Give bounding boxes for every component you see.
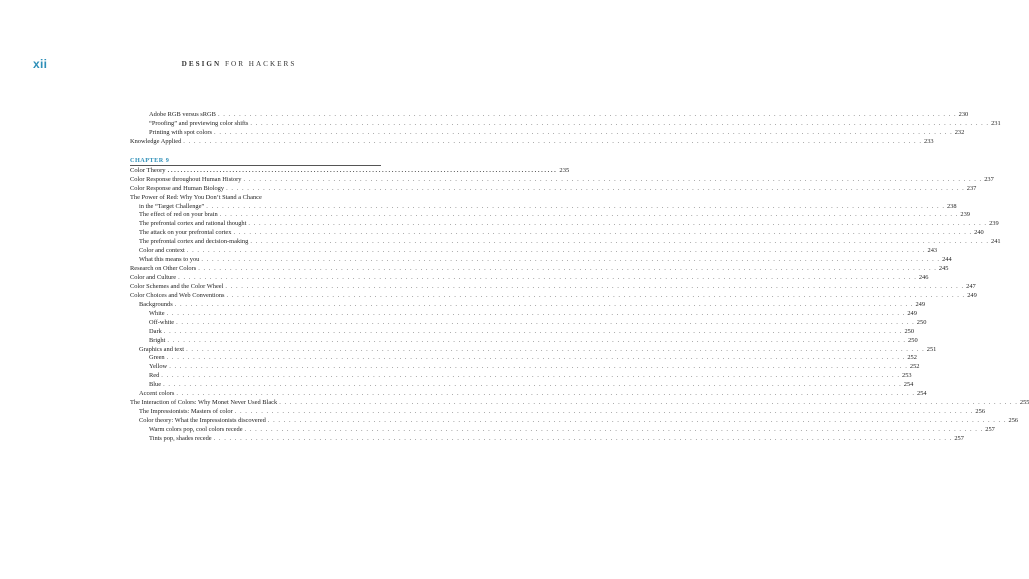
toc-entry[interactable] — [130, 372, 912, 381]
toc-entry[interactable] — [130, 175, 994, 185]
dot-leader: . . . . . . . . . . . . . . . . . . . . . . . . . . . . . . . . . . . . . . . . . . . . . . . . . . . . . . . . . . . . . . . . . . . . . . . . . . . . . . . . . . . . . . . . . . . . . . . . . . . . . . . . . . . . . . . . . . . . . . . . . . . . . . . . . . . . . . . . . . . . — [233, 229, 973, 237]
toc-entry-title: Off-white — [149, 318, 175, 326]
dot-leader: . . . . . . . . . . . . . . . . . . . . . . . . . . . . . . . . . . . . . . . . . . . . . . . . . . . . . . . . . . . . . . . . . . . . . . . . . . . . . . . . . . . . . . . . . . . . . . . . . . . . . . . . . . . . . . . . . . . . . . . . . . . . . . . . . . . . . . . . . . . . — [176, 390, 916, 398]
toc-entry-page: 235 — [559, 166, 570, 174]
toc-entry[interactable] — [130, 274, 929, 283]
toc-entry-title: The Power of Red: Why You Don’t Stand a Chance — [130, 193, 262, 201]
toc-entry-page: 256 — [1008, 417, 1019, 424]
toc-entry-title: Color Response throughout Human History — [130, 175, 242, 183]
dot-leader: . . . . . . . . . . . . . . . . . . . . . . . . . . . . . . . . . . . . . . . . . . . . . . . . . . . . . . . . . . . . . . . . . . . . . . . . . . . . . . . . . . . . . . . . . . . . . . . . . . . . . . . . . . . . . . . . . . . . . . . . . . . . . . . . . . . . . . . . . . . . — [206, 202, 945, 210]
toc-entry-title: What this means to you — [139, 256, 200, 264]
running-head-subtitle: FOR HACKERS — [221, 60, 297, 68]
dot-leader: ........................................................................................................................ — [167, 166, 558, 174]
toc-entry-page: 237 — [966, 184, 977, 192]
running-head — [0, 60, 478, 68]
toc-entry[interactable] — [130, 381, 914, 390]
table-of-contents — [130, 111, 1029, 444]
dot-leader: . . . . . . . . . . . . . . . . . . . . . . . . . . . . . . . . . . . . . . . . . . . . . . . . . . . . . . . . . . . . . . . . . . . . . . . . . . . . . . . . . . . . . . . . . . . . . . . . . . . . . . . . . . . . . . . . . . . . . . . . . . . . . . . . . . . . . . . . . . . . — [161, 372, 900, 380]
toc-entry[interactable] — [130, 238, 1001, 247]
dot-leader: . . . . . . . . . . . . . . . . . . . . . . . . . . . . . . . . . . . . . . . . . . . . . . . . . . . . . . . . . . . . . . . . . . . . . . . . . . . . . . . . . . . . . . . . . . . . . . . . . . . . . . . . . . . . . . . . . . . . . . . . . . . . . . . . . . . . . . . . . . . . — [225, 282, 965, 290]
toc-entry[interactable] — [130, 247, 938, 256]
toc-entry-title: Tints pop, shades recede — [149, 434, 212, 442]
toc-entry[interactable] — [130, 363, 920, 372]
dot-leader: . . . . . . . . . . . . . . . . . . . . . . . . . . . . . . . . . . . . . . . . . . . . . . . . . . . . . . . . . . . . . . . . . . . . . . . . . . . . . . . . . . . . . . . . . . . . . . . . . . . . . . . . . . . . . . . . . . . . . . . . . . . . . . . . . . . . . . . . . . . . — [279, 399, 1018, 407]
toc-entry[interactable] — [130, 336, 918, 346]
toc-entry-page: 232 — [954, 128, 965, 136]
toc-entry-title: Color theory: What the Impressionists discovered — [139, 417, 266, 424]
toc-entry-page: 257 — [985, 425, 995, 433]
toc-entry-title: Color and Culture — [130, 274, 177, 281]
dot-leader: . . . . . . . . . . . . . . . . . . . . . . . . . . . . . . . . . . . . . . . . . . . . . . . . . . . . . . . . . . . . . . . . . . . . . . . . . . . . . . . . . . . . . . . . . . . . . . . . . . . . . . . . . . . . . . . . . . . . . . . . . . . . . . . . . . . . . . . . . . . . — [167, 336, 907, 344]
dot-leader: . . . . . . . . . . . . . . . . . . . . . . . . . . . . . . . . . . . . . . . . . . . . . . . . . . . . . . . . . . . . . . . . . . . . . . . . . . . . . . . . . . . . . . . . . . . . . . . . . . . . . . . . . . . . . . . . . . . . . . . . . . . . . . . . . . . . . . . . . . . . — [248, 220, 988, 228]
toc-entry-page: 250 — [908, 336, 918, 344]
toc-entry-page: 243 — [927, 247, 938, 255]
toc-entry-page: 241 — [991, 238, 1001, 246]
dot-leader: . . . . . . . . . . . . . . . . . . . . . . . . . . . . . . . . . . . . . . . . . . . . . . . . . . . . . . . . . . . . . . . . . . . . . . . . . . . . . . . . . . . . . . . . . . . . . . . . . . . . . . . . . . . . . . . . . . . . . . . . . . . . . . . . . . . . . . . . . . . . — [250, 119, 990, 127]
toc-entry-page: 249 — [907, 309, 917, 317]
toc-entry[interactable] — [130, 282, 976, 292]
toc-entry-title: Bright — [149, 336, 166, 344]
toc-entry-title: Knowledge Applied — [130, 137, 182, 145]
toc-entry[interactable] — [130, 229, 984, 238]
toc-entry[interactable] — [130, 434, 964, 444]
toc-entry-page: 254 — [903, 381, 914, 389]
toc-entry-title: The prefrontal cortex and rational thought — [139, 220, 247, 228]
dot-leader: . . . . . . . . . . . . . . . . . . . . . . . . . . . . . . . . . . . . . . . . . . . . . . . . . . . . . . . . . . . . . . . . . . . . . . . . . . . . . . . . . . . . . . . . . . . . . . . . . . . . . . . . . . . . . . . . . . . . . . . . . . . . . . . . . . . . . . . . . . . . — [166, 354, 906, 362]
toc-entry-title: Color Schemes and the Color Wheel — [130, 282, 224, 290]
toc-entry-page: 239 — [989, 220, 999, 228]
toc-entry-page: 252 — [909, 363, 920, 371]
dot-leader: . . . . . . . . . . . . . . . . . . . . . . . . . . . . . . . . . . . . . . . . . . . . . . . . . . . . . . . . . . . . . . . . . . . . . . . . . . . . . . . . . . . . . . . . . . . . . . . . . . . . . . . . . . . . . . . . . . . . . . . . . . . . . . . . . . . . . . . . . . . . — [178, 274, 917, 281]
toc-entry-title: Dark — [149, 327, 162, 335]
dot-leader: . . . . . . . . . . . . . . . . . . . . . . . . . . . . . . . . . . . . . . . . . . . . . . . . . . . . . . . . . . . . . . . . . . . . . . . . . . . . . . . . . . . . . . . . . . . . . . . . . . . . . . . . . . . . . . . . . . . . . . . . . . . . . . . . . . . . . . . . . . . . — [250, 238, 990, 246]
running-head-title: DESIGN — [181, 60, 222, 68]
toc-entry[interactable] — [130, 128, 965, 138]
dot-leader: . . . . . . . . . . . . . . . . . . . . . . . . . . . . . . . . . . . . . . . . . . . . . . . . . . . . . . . . . . . . . . . . . . . . . . . . . . . . . . . . . . . . . . . . . . . . . . . . . . . . . . . . . . . . . . . . . . . . . . . . . . . . . . . . . . . . . . . . . . . . — [169, 363, 908, 371]
toc-entry-page: 244 — [942, 256, 952, 264]
toc-entry-page: 256 — [975, 408, 986, 416]
toc-entry-title: Green — [149, 354, 165, 362]
toc-entry[interactable] — [130, 399, 1029, 408]
dot-leader: . . . . . . . . . . . . . . . . . . . . . . . . . . . . . . . . . . . . . . . . . . . . . . . . . . . . . . . . . . . . . . . . . . . . . . . . . . . . . . . . . . . . . . . . . . . . . . . . . . . . . . . . . . . . . . . . . . . . . . . . . . . . . . . . . . . . . . . . . . . . — [166, 309, 906, 317]
toc-entry-title: Yellow — [149, 363, 168, 371]
toc-entry[interactable] — [130, 256, 952, 265]
dot-leader: . . . . . . . . . . . . . . . . . . . . . . . . . . . . . . . . . . . . . . . . . . . . . . . . . . . . . . . . . . . . . . . . . . . . . . . . . . . . . . . . . . . . . . . . . . . . . . . . . . . . . . . . . . . . . . . . . . . . . . . . . . . . . . . . . . . . . . . . . . . . — [163, 381, 902, 389]
toc-entry-page: 249 — [967, 291, 977, 299]
toc-entry-title: The prefrontal cortex and decision-making — [139, 238, 249, 246]
toc-entry[interactable] — [130, 194, 381, 203]
toc-entry-title: in the “Target Challenge” — [139, 202, 205, 210]
toc-entry-title: Color Response and Human Biology — [130, 184, 225, 192]
toc-entry-page: 245 — [938, 265, 949, 273]
toc-entry-page: 237 — [984, 175, 994, 183]
toc-entry[interactable] — [130, 327, 915, 337]
toc-entry-page: 230 — [958, 111, 969, 118]
dot-leader: . . . . . . . . . . . . . . . . . . . . . . . . . . . . . . . . . . . . . . . . . . . . . . . . . . . . . . . . . . . . . . . . . . . . . . . . . . . . . . . . . . . . . . . . . . . . . . . . . . . . . . . . . . . . . . . . . . . . . . . . . . . . . . . . . . . . . . . . . . . . — [244, 425, 984, 433]
toc-entry[interactable] — [130, 137, 934, 147]
section-gap — [130, 147, 381, 157]
dot-leader: . . . . . . . . . . . . . . . . . . . . . . . . . . . . . . . . . . . . . . . . . . . . . . . . . . . . . . . . . . . . . . . . . . . . . . . . . . . . . . . . . . . . . . . . . . . . . . . . . . . . . . . . . . . . . . . . . . . . . . . . . . . . . . . . . . . . . . . . . . . . — [163, 327, 903, 335]
toc-entry[interactable] — [130, 425, 995, 435]
toc-entry-title: The attack on your prefrontal cortex — [139, 229, 232, 237]
toc-entry[interactable] — [130, 265, 949, 274]
toc-entry-title: Adobe RGB versus sRGB — [149, 111, 216, 118]
toc-entry-page: 246 — [918, 274, 929, 281]
toc-entry-page: 231 — [991, 119, 1001, 127]
toc-entry[interactable] — [130, 202, 957, 212]
toc-entry[interactable] — [130, 119, 1001, 129]
toc-entry-title: Color and context — [139, 247, 185, 255]
toc-entry-page: 238 — [946, 202, 957, 210]
toc-entry[interactable] — [130, 184, 977, 194]
dot-leader: . . . . . . . . . . . . . . . . . . . . . . . . . . . . . . . . . . . . . . . . . . . . . . . . . . . . . . . . . . . . . . . . . . . . . . . . . . . . . . . . . . . . . . . . . . . . . . . . . . . . . . . . . . . . . . . . . . . . . . . . . . . . . . . . . . . . . . . . . . . . — [176, 318, 915, 326]
toc-entry[interactable] — [130, 390, 927, 399]
dot-leader: . . . . . . . . . . . . . . . . . . . . . . . . . . . . . . . . . . . . . . . . . . . . . . . . . . . . . . . . . . . . . . . . . . . . . . . . . . . . . . . . . . . . . . . . . . . . . . . . . . . . . . . . . . . . . . . . . . . . . . . . . . . . . . . . . . . . . . . . . . . . — [183, 137, 922, 145]
toc-entry-title: Research on Other Colors — [130, 265, 197, 273]
toc-entry-page: 240 — [974, 229, 984, 237]
toc-entry[interactable] — [130, 345, 937, 355]
dot-leader: . . . . . . . . . . . . . . . . . . . . . . . . . . . . . . . . . . . . . . . . . . . . . . . . . . . . . . . . . . . . . . . . . . . . . . . . . . . . . . . . . . . . . . . . . . . . . . . . . . . . . . . . . . . . . . . . . . . . . . . . . . . . . . . . . . . . . . . . . . . . — [243, 175, 983, 183]
toc-entry-page: 252 — [907, 354, 917, 362]
toc-entry-title: Graphics and text — [139, 345, 185, 353]
toc-chapter-entries — [130, 175, 1029, 444]
toc-entry-title: The effect of red on your brain — [139, 211, 218, 219]
dot-leader: . . . . . . . . . . . . . . . . . . . . . . . . . . . . . . . . . . . . . . . . . . . . . . . . . . . . . . . . . . . . . . . . . . . . . . . . . . . . . . . . . . . . . . . . . . . . . . . . . . . . . . . . . . . . . . . . . . . . . . . . . . . . . . . . . . . . . . . . . . . . — [219, 211, 959, 219]
toc-entry[interactable] — [130, 309, 917, 319]
page-number: xii — [33, 57, 48, 71]
toc-entry[interactable] — [130, 354, 917, 363]
toc-entry-title: Backgrounds — [139, 300, 173, 308]
toc-entry-page: 257 — [954, 434, 964, 442]
dot-leader: . . . . . . . . . . . . . . . . . . . . . . . . . . . . . . . . . . . . . . . . . . . . . . . . . . . . . . . . . . . . . . . . . . . . . . . . . . . . . . . . . . . . . . . . . . . . . . . . . . . . . . . . . . . . . . . . . . . . . . . . . . . . . . . . . . . . . . . . . . . . — [234, 408, 974, 416]
toc-entry-page: 253 — [902, 372, 912, 380]
toc-entry-page: 250 — [904, 327, 915, 335]
toc-entry[interactable] — [130, 111, 969, 120]
toc-entry-title: Warm colors pop, cool colors recede — [149, 425, 243, 433]
toc-entry-page: 254 — [917, 390, 927, 398]
toc-entry-title: Accent colors — [139, 390, 175, 398]
toc-entry-page: 249 — [915, 300, 926, 308]
toc-entry-title: Blue — [149, 381, 162, 389]
toc-entry-title: The Impressionists: Masters of color — [139, 408, 233, 416]
toc-entry-page: 247 — [966, 282, 976, 290]
dot-leader: . . . . . . . . . . . . . . . . . . . . . . . . . . . . . . . . . . . . . . . . . . . . . . . . . . . . . . . . . . . . . . . . . . . . . . . . . . . . . . . . . . . . . . . . . . . . . . . . . . . . . . . . . . . . . . . . . . . . . . . . . . . . . . . . . . . . . . . . . . . . — [213, 434, 953, 442]
chapter-label: CHAPTER 9 — [130, 156, 170, 164]
toc-entry-title: Color Choices and Web Conventions — [130, 291, 225, 299]
toc-entry-title: The Interaction of Colors: Why Monet Never Used Black — [130, 399, 278, 407]
dot-leader: . . . . . . . . . . . . . . . . . . . . . . . . . . . . . . . . . . . . . . . . . . . . . . . . . . . . . . . . . . . . . . . . . . . . . . . . . . . . . . . . . . . . . . . . . . . . . . . . . . . . . . . . . . . . . . . . . . . . . . . . . . . . . . . . . . . . . . . . . . . . — [226, 184, 965, 192]
toc-entry-title: Color Theory — [130, 166, 166, 174]
toc-entry-title: “Proofing” and previewing color shifts — [149, 119, 249, 127]
toc-entry-title: Red — [149, 372, 160, 380]
dot-leader: . . . . . . . . . . . . . . . . . . . . . . . . . . . . . . . . . . . . . . . . . . . . . . . . . . . . . . . . . . . . . . . . . . . . . . . . . . . . . . . . . . . . . . . . . . . . . . . . . . . . . . . . . . . . . . . . . . . . . . . . . . . . . . . . . . . . . . . . . . . . — [226, 291, 966, 299]
dot-leader: . . . . . . . . . . . . . . . . . . . . . . . . . . . . . . . . . . . . . . . . . . . . . . . . . . . . . . . . . . . . . . . . . . . . . . . . . . . . . . . . . . . . . . . . . . . . . . . . . . . . . . . . . . . . . . . . . . . . . . . . . . . . . . . . . . . . . . . . . . . . — [186, 247, 926, 255]
toc-entry[interactable] — [130, 318, 927, 328]
toc-entry[interactable] — [130, 211, 970, 220]
toc-entry-page: 239 — [960, 211, 970, 219]
dot-leader: . . . . . . . . . . . . . . . . . . . . . . . . . . . . . . . . . . . . . . . . . . . . . . . . . . . . . . . . . . . . . . . . . . . . . . . . . . . . . . . . . . . . . . . . . . . . . . . . . . . . . . . . . . . . . . . . . . . . . . . . . . . . . . . . . . . . . . . . . . . . — [174, 300, 914, 308]
toc-entry-title: Printing with spot colors — [149, 128, 213, 136]
dot-leader: . . . . . . . . . . . . . . . . . . . . . . . . . . . . . . . . . . . . . . . . . . . . . . . . . . . . . . . . . . . . . . . . . . . . . . . . . . . . . . . . . . . . . . . . . . . . . . . . . . . . . . . . . . . . . . . . . . . . . . . . . . . . . . . . . . . . . . . . . . . . — [186, 345, 925, 353]
toc-entry[interactable] — [130, 220, 999, 229]
toc-entry[interactable] — [130, 291, 977, 301]
toc-entry-page: 251 — [926, 345, 937, 353]
dot-leader: . . . . . . . . . . . . . . . . . . . . . . . . . . . . . . . . . . . . . . . . . . . . . . . . . . . . . . . . . . . . . . . . . . . . . . . . . . . . . . . . . . . . . . . . . . . . . . . . . . . . . . . . . . . . . . . . . . . . . . . . . . . . . . . . . . . . . . . . . . . . — [201, 256, 941, 264]
dot-leader: . . . . . . . . . . . . . . . . . . . . . . . . . . . . . . . . . . . . . . . . . . . . . . . . . . . . . . . . . . . . . . . . . . . . . . . . . . . . . . . . . . . . . . . . . . . . . . . . . . . . . . . . . . . . . . . . . . . . . . . . . . . . . . . . . . . . . . . . . . . . — [198, 265, 937, 273]
dot-leader: . . . . . . . . . . . . . . . . . . . . . . . . . . . . . . . . . . . . . . . . . . . . . . . . . . . . . . . . . . . . . . . . . . . . . . . . . . . . . . . . . . . . . . . . . . . . . . . . . . . . . . . . . . . . . . . . . . . . . . . . . . . . . . . . . . . . . . . . . . . . — [217, 111, 957, 118]
toc-entry[interactable] — [130, 408, 986, 417]
toc-entry-title: White — [149, 309, 165, 317]
toc-entry-page: 255 — [1019, 399, 1029, 407]
dot-leader: . . . . . . . . . . . . . . . . . . . . . . . . . . . . . . . . . . . . . . . . . . . . . . . . . . . . . . . . . . . . . . . . . . . . . . . . . . . . . . . . . . . . . . . . . . . . . . . . . . . . . . . . . . . . . . . . . . . . . . . . . . . . . . . . . . . . . . . . . . . . — [214, 128, 953, 136]
toc-top-section — [130, 111, 1001, 147]
dot-leader: . . . . . . . . . . . . . . . . . . . . . . . . . . . . . . . . . . . . . . . . . . . . . . . . . . . . . . . . . . . . . . . . . . . . . . . . . . . . . . . . . . . . . . . . . . . . . . . . . . . . . . . . . . . . . . . . . . . . . . . . . . . . . . . . . . . . . . . . . . . . — [267, 417, 1007, 424]
toc-entry[interactable] — [130, 417, 1019, 426]
toc-entry[interactable] — [130, 300, 926, 310]
chapter-title-entry[interactable] — [130, 166, 570, 176]
toc-entry-page: 250 — [916, 318, 927, 326]
toc-entry-page: 233 — [924, 137, 934, 145]
